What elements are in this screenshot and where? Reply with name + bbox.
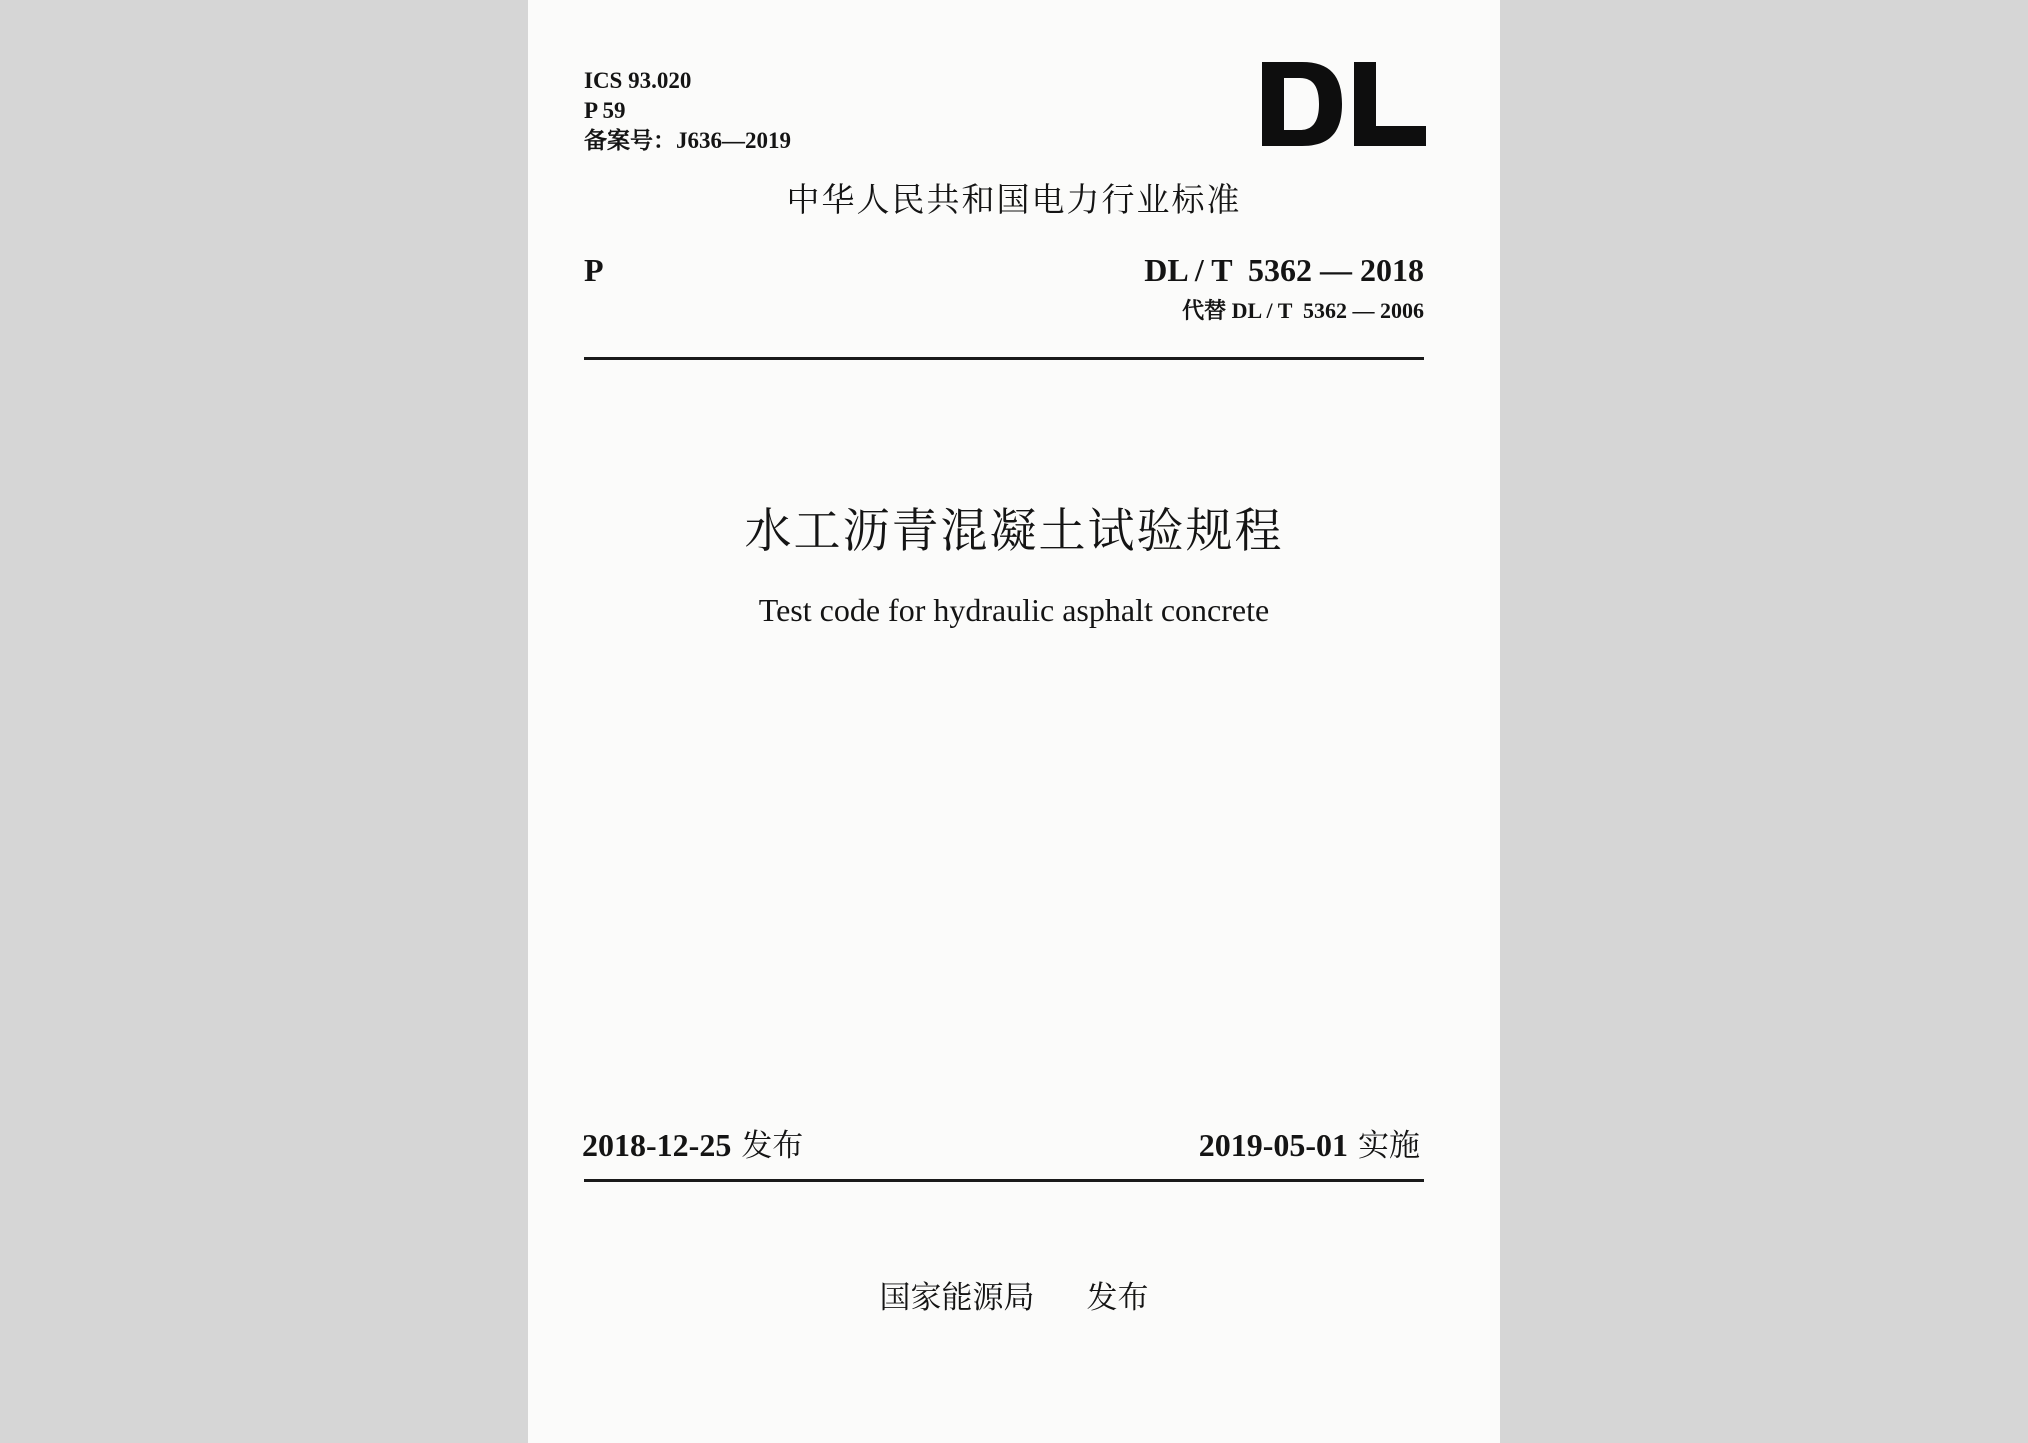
document-title-english: Test code for hydraulic asphalt concrete bbox=[758, 592, 1270, 628]
implementation-date-row bbox=[1199, 1124, 1420, 1167]
issuer-row bbox=[528, 1276, 1500, 1320]
record-number: 备案号：J636—2019 bbox=[584, 128, 791, 153]
issuer-label: 发布 bbox=[1086, 1280, 1149, 1316]
issue-date-row bbox=[582, 1124, 803, 1167]
implementation-date: 2019-05-01 bbox=[1198, 1127, 1348, 1163]
issue-label: 发布 bbox=[741, 1128, 804, 1164]
issue-date: 2018-12-25 bbox=[582, 1127, 732, 1163]
dl-logo bbox=[1262, 62, 1426, 146]
ics-code: ICS 93.020 bbox=[584, 68, 692, 93]
footer-divider bbox=[584, 1179, 1424, 1182]
issuer-name: 国家能源局 bbox=[879, 1280, 1035, 1316]
implementation-label: 实施 bbox=[1358, 1128, 1420, 1164]
header-divider bbox=[584, 357, 1424, 360]
replaces-standard: 代替 DL / T 5362 — 2006 bbox=[1182, 298, 1424, 323]
class-code-p59: P 59 bbox=[584, 98, 626, 123]
standard-number: DL / T 5362 — 2018 bbox=[1144, 252, 1424, 288]
standard-cover-page bbox=[528, 0, 1500, 1443]
classification-letter: P bbox=[584, 252, 604, 288]
industry-standard-title: 中华人民共和国电力行业标准 bbox=[786, 180, 1242, 219]
document-title-chinese: 水工沥青混凝土试验规程 bbox=[744, 504, 1284, 559]
